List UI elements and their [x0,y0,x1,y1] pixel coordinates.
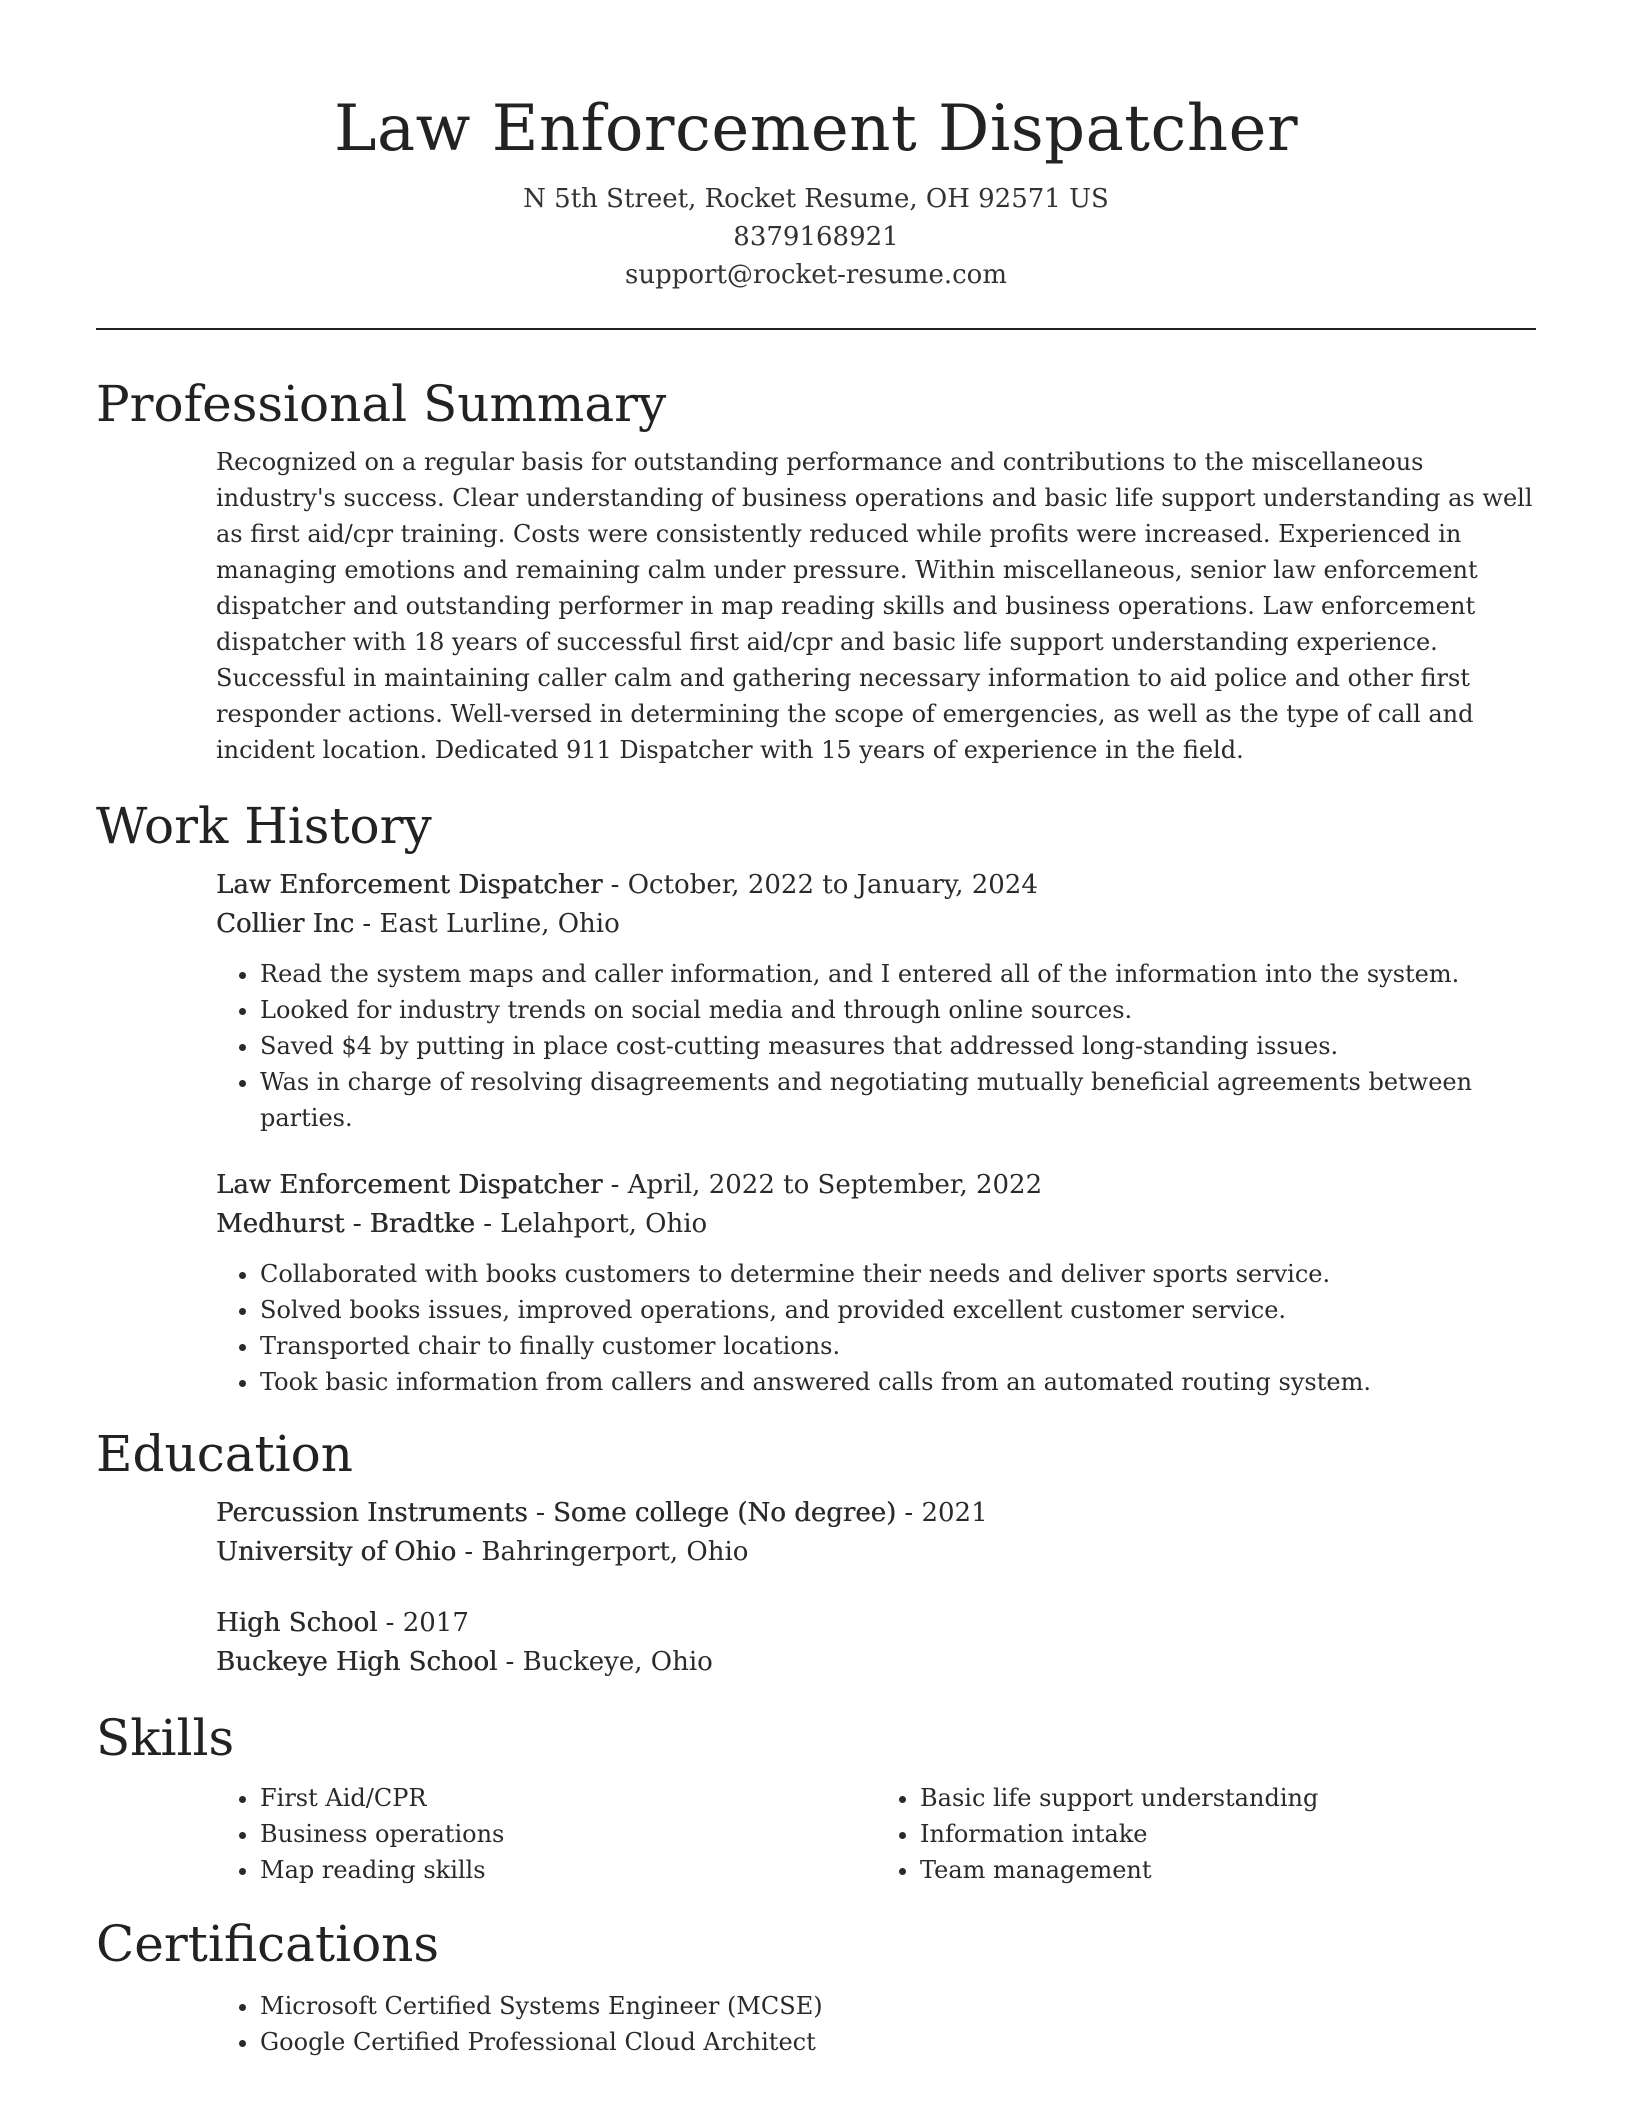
job-bullets [216,956,1536,1136]
skill-item: • Information intake [920,1816,1536,1852]
skills-column-left [216,1780,876,1888]
work-body [216,866,1536,1400]
contact-block [96,180,1536,294]
education-entry [216,1494,1536,1572]
certifications-section [96,1912,1536,2060]
summary-title: Professional Summary [96,375,667,433]
degree: Percussion Instruments - Some college (No degree) [216,1498,897,1528]
job-role: Law Enforcement Dispatcher [216,870,603,900]
skill-item: • Business operations [260,1816,876,1852]
skill-item: • Basic life support understanding [920,1780,1536,1816]
job-bullet: • Transported chair to finally customer locations. [260,1328,1536,1364]
skills-section [96,1706,1536,1888]
job-bullet: • Took basic information from callers and answered calls from an automated routing system. [260,1364,1536,1400]
certifications-body [216,1988,1536,2060]
job-company: Medhurst - Bradtke [216,1209,475,1239]
degree-line [216,1604,1536,1643]
job-entry [216,866,1536,1136]
candidate-name: Law Enforcement Dispatcher [333,92,1299,166]
company-line [216,1205,1536,1244]
school-location: - Bahringerport, Ohio [456,1537,749,1567]
education-entry [216,1604,1536,1682]
summary-section [96,372,1536,768]
skills-column-right [876,1780,1536,1888]
summary-body [216,444,1536,768]
job-dates: - October, 2022 to January, 2024 [602,870,1038,900]
address: N 5th Street, Rocket Resume, OH 92571 US [523,184,1109,214]
summary-text: Recognized on a regular basis for outstanding performance and contributions to the miscellaneous industry's success. Clear understanding of business operations and basic life support understanding as well as first aid/cpr training. Costs were consistently reduced while profits were increased. Experienced in managing emotions and remaining calm under pressure. Within miscellaneous, senior law enforcement dispatcher and outstanding performer in map reading skills and business operations. Law enforcement dispatcher with 18 years of successful first aid/cpr and basic life support understanding experience. Successful in maintaining caller calm and gathering necessary information to aid police and other first responder actions. Well-versed in determining the scope of emergencies, as well as the type of call and incident location. Dedicated 911 Dispatcher with 15 years of experience in the field. [216,448,1533,764]
education-section [96,1422,1536,1682]
job-bullets [216,1256,1536,1400]
resume-header [96,0,1536,294]
education-title: Education [96,1425,353,1483]
school-line [216,1643,1536,1682]
header-divider [96,328,1536,330]
job-company: Collier Inc [216,909,355,939]
job-location: - East Lurline, Ohio [354,909,620,939]
job-title-line [216,866,1536,905]
degree-year: - 2017 [377,1608,469,1638]
certification-item: • Microsoft Certified Systems Engineer (MCSE) [260,1988,1536,2024]
skills-grid [216,1770,1536,1888]
degree-year: - 2021 [896,1498,988,1528]
job-bullet: • Saved $4 by putting in place cost-cutting measures that addressed long-standing issues. [260,1028,1536,1064]
job-bullet: • Was in charge of resolving disagreements and negotiating mutually beneficial agreements between parties. [260,1064,1536,1136]
email: support@rocket-resume.com [624,260,1007,290]
job-role: Law Enforcement Dispatcher [216,1170,603,1200]
school-line [216,1533,1536,1572]
work-title: Work History [96,797,432,855]
school: University of Ohio [216,1537,457,1567]
skill-item: • First Aid/CPR [260,1780,876,1816]
skill-item: • Map reading skills [260,1852,876,1888]
job-title-line [216,1166,1536,1205]
company-line [216,905,1536,944]
degree: High School [216,1608,378,1638]
job-bullet: • Read the system maps and caller information, and I entered all of the information into the system. [260,956,1536,992]
degree-line [216,1494,1536,1533]
work-section [96,794,1536,1400]
skills-title: Skills [96,1709,235,1767]
job-bullet: • Solved books issues, improved operations, and provided excellent customer service. [260,1292,1536,1328]
job-dates: - April, 2022 to September, 2022 [602,1170,1043,1200]
school: Buckeye High School [216,1647,498,1677]
skill-item: • Team management [920,1852,1536,1888]
job-bullet: • Looked for industry trends on social media and through online sources. [260,992,1536,1028]
certification-item: • Google Certified Professional Cloud Architect [260,2024,1536,2060]
school-location: - Buckeye, Ohio [497,1647,713,1677]
certifications-list [216,1988,1536,2060]
certifications-title: Certifications [96,1915,440,1973]
phone: 8379168921 [733,222,899,252]
resume-page [96,0,1536,2060]
job-entry [216,1166,1536,1400]
education-body [216,1494,1536,1682]
job-bullet: • Collaborated with books customers to determine their needs and deliver sports service. [260,1256,1536,1292]
job-location: - Lelahport, Ohio [474,1209,708,1239]
